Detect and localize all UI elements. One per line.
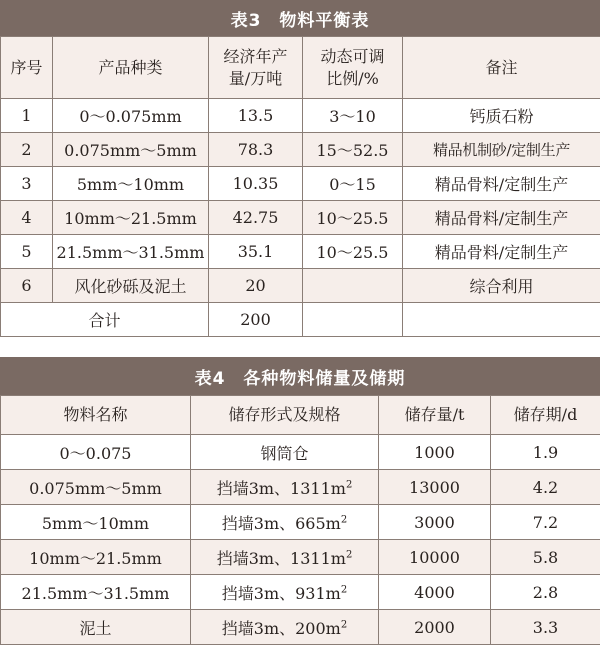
cell-storage-form [191, 470, 379, 505]
cell-name: 0.075mm～5mm [1, 470, 191, 505]
cell-index: 6 [1, 269, 53, 303]
cell-remark: 综合利用 [403, 269, 600, 303]
table-row [1, 269, 600, 303]
storage-form-text: 挡墙3m、1311m [216, 548, 346, 568]
table3-grid [0, 36, 600, 337]
storage-form-exponent: 2 [340, 514, 348, 526]
header-quantity: 储存量/t [379, 396, 491, 435]
table-row [1, 201, 600, 235]
cell-name: 泥土 [1, 610, 191, 645]
header-remark: 备注 [403, 37, 600, 99]
table-row [1, 133, 600, 167]
cell-output: 42.75 [209, 201, 303, 235]
cell-storage-form [191, 575, 379, 610]
cell-ratio: 15～52.5 [303, 133, 403, 167]
table3-total-row [1, 303, 600, 337]
cell-name: 0～0.075 [1, 435, 191, 470]
cell-name: 5mm～10mm [1, 505, 191, 540]
cell-product: 10mm～21.5mm [53, 201, 209, 235]
header-name: 物料名称 [1, 396, 191, 435]
table3-header-row [1, 37, 600, 99]
cell-remark: 精品骨料/定制生产 [403, 235, 600, 269]
cell-remark: 精品骨料/定制生产 [403, 167, 600, 201]
cell-index: 2 [1, 133, 53, 167]
table3-caption-number: 表3 [230, 10, 262, 31]
cell-ratio: 10～25.5 [303, 201, 403, 235]
header-output-line1: 经济年产 [223, 46, 288, 66]
table3-caption [0, 0, 600, 36]
header-output-line2: 量/万吨 [228, 68, 283, 88]
cell-product: 5mm～10mm [53, 167, 209, 201]
cell-quantity: 13000 [379, 470, 491, 505]
cell-output: 13.5 [209, 99, 303, 133]
cell-period: 7.2 [491, 505, 600, 540]
storage-form-text: 挡墙3m、665m [221, 513, 341, 533]
cell-product: 0.075mm～5mm [53, 133, 209, 167]
cell-index: 3 [1, 167, 53, 201]
cell-period: 3.3 [491, 610, 600, 645]
total-ratio [303, 303, 403, 337]
cell-quantity: 3000 [379, 505, 491, 540]
table-row [1, 505, 600, 540]
table4-caption-title: 各种物料储量及储期 [243, 368, 406, 389]
storage-form-exponent: 2 [345, 549, 353, 561]
header-ratio-line2: 比例/% [326, 68, 379, 88]
header-product: 产品种类 [53, 37, 209, 99]
storage-form-text: 挡墙3m、200m [221, 618, 341, 638]
storage-form-text: 挡墙3m、931m [221, 583, 341, 603]
cell-period: 5.8 [491, 540, 600, 575]
storage-table [0, 357, 600, 646]
header-ratio-line1: 动态可调 [320, 46, 385, 66]
header-ratio [303, 37, 403, 99]
cell-name: 21.5mm～31.5mm [1, 575, 191, 610]
cell-period: 2.8 [491, 575, 600, 610]
header-storage-form: 储存形式及规格 [191, 396, 379, 435]
header-period: 储存期/d [491, 396, 600, 435]
cell-quantity: 1000 [379, 435, 491, 470]
table-row [1, 99, 600, 133]
table-row [1, 470, 600, 505]
cell-index: 1 [1, 99, 53, 133]
total-remark [403, 303, 600, 337]
cell-storage-form [191, 505, 379, 540]
storage-form-text: 钢筒仓 [260, 443, 309, 463]
cell-output: 78.3 [209, 133, 303, 167]
table3-caption-title: 物料平衡表 [279, 10, 370, 31]
total-label: 合计 [1, 303, 209, 337]
cell-quantity: 2000 [379, 610, 491, 645]
storage-form-text: 挡墙3m、1311m [216, 478, 346, 498]
table-row [1, 610, 600, 645]
cell-storage-form [191, 610, 379, 645]
cell-product: 0～0.075mm [53, 99, 209, 133]
storage-form-exponent: 2 [340, 619, 348, 631]
cell-output: 35.1 [209, 235, 303, 269]
header-index: 序号 [1, 37, 53, 99]
cell-storage-form [191, 435, 379, 470]
cell-product: 21.5mm～31.5mm [53, 235, 209, 269]
header-output [209, 37, 303, 99]
cell-index: 4 [1, 201, 53, 235]
cell-product: 风化砂砾及泥土 [53, 269, 209, 303]
cell-quantity: 4000 [379, 575, 491, 610]
cell-ratio: 10～25.5 [303, 235, 403, 269]
cell-remark: 钙质石粉 [403, 99, 600, 133]
cell-ratio [303, 269, 403, 303]
table-row [1, 540, 600, 575]
table4-header-row [1, 396, 600, 435]
table-row [1, 575, 600, 610]
cell-ratio: 3～10 [303, 99, 403, 133]
table4-caption-number: 表4 [194, 368, 226, 389]
cell-output: 20 [209, 269, 303, 303]
cell-name: 10mm～21.5mm [1, 540, 191, 575]
cell-storage-form [191, 540, 379, 575]
cell-quantity: 10000 [379, 540, 491, 575]
cell-index: 5 [1, 235, 53, 269]
cell-period: 1.9 [491, 435, 600, 470]
cell-output: 10.35 [209, 167, 303, 201]
storage-form-exponent: 2 [340, 584, 348, 596]
cell-ratio: 0～15 [303, 167, 403, 201]
storage-form-exponent: 2 [345, 479, 353, 491]
table4-caption [0, 357, 600, 395]
total-output: 200 [209, 303, 303, 337]
cell-period: 4.2 [491, 470, 600, 505]
table-row [1, 435, 600, 470]
table4-grid [0, 395, 600, 645]
table-row [1, 235, 600, 269]
table-row [1, 167, 600, 201]
cell-remark: 精品机制砂/定制生产 [403, 133, 600, 167]
cell-remark: 精品骨料/定制生产 [403, 201, 600, 235]
